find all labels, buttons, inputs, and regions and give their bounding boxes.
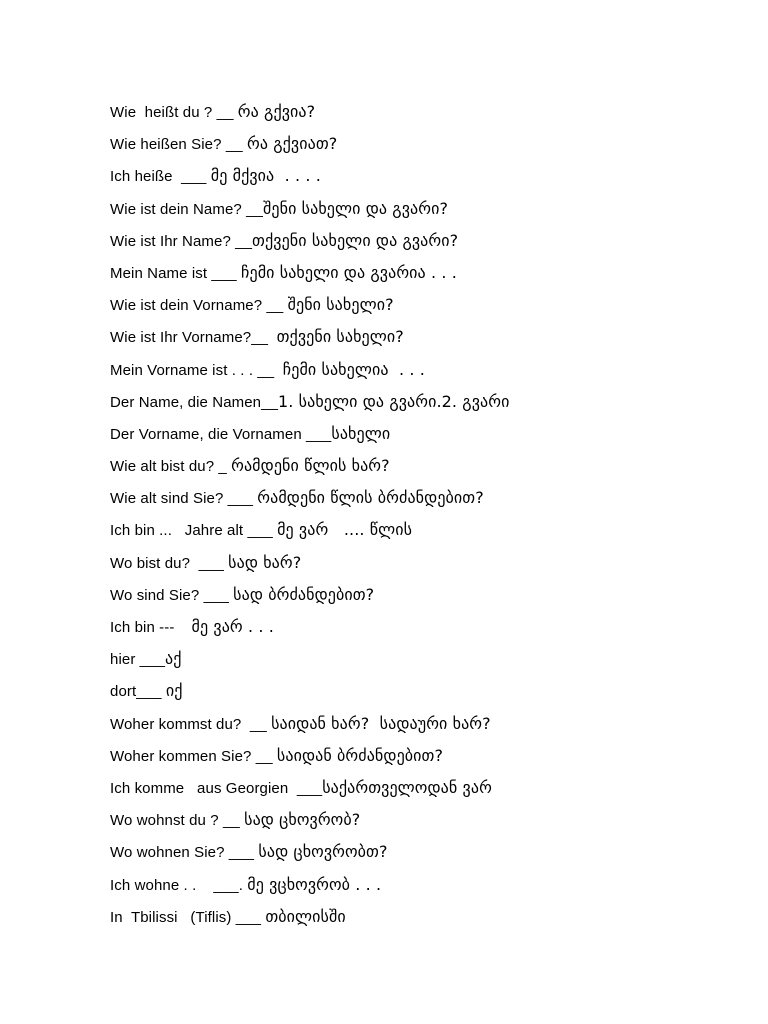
- text-line: [110, 454, 750, 486]
- vocabulary-list: [110, 100, 750, 937]
- georgian-translation: საქართველოდან ვარ: [322, 777, 492, 797]
- georgian-translation: შენი სახელი?: [287, 295, 394, 315]
- german-phrase: Wie heißt du ? __: [110, 104, 238, 121]
- text-line: [110, 261, 750, 293]
- text-line: [110, 647, 750, 679]
- georgian-translation: სად ხარ?: [228, 552, 302, 572]
- georgian-translation: სად ბრძანდებით?: [233, 584, 375, 604]
- georgian-translation: რამდენი წლის ბრძანდებით?: [257, 488, 484, 508]
- german-phrase: Woher kommen Sie? __: [110, 747, 277, 765]
- german-phrase: Ich heiße ___: [110, 168, 211, 186]
- german-phrase: Wo sind Sie? ___: [110, 586, 234, 604]
- text-line: [110, 808, 750, 840]
- georgian-translation: თქვენი სახელი?: [276, 327, 404, 347]
- german-phrase: Der Vorname, die Vornamen ___: [110, 425, 332, 443]
- german-phrase: Ich bin ... Jahre alt ___: [110, 522, 278, 540]
- text-line: [110, 551, 750, 583]
- georgian-translation: რა გქვიათ?: [246, 134, 338, 154]
- georgian-translation: 1. სახელი და გვარი.2. გვარი: [278, 391, 510, 411]
- text-line: [110, 229, 750, 261]
- text-line: [110, 164, 750, 196]
- georgian-translation: თბილისში: [265, 906, 346, 926]
- german-phrase: Wie ist Ihr Vorname?__: [110, 329, 277, 347]
- text-line: [110, 132, 750, 164]
- georgian-translation: იქ: [165, 681, 183, 701]
- georgian-translation: თქვენი სახელი და გვარი?: [252, 230, 459, 250]
- german-phrase: Mein Vorname ist . . . __: [110, 361, 283, 379]
- georgian-translation: მე ვარ . . .: [191, 617, 274, 636]
- georgian-translation: რა გქვია?: [237, 102, 316, 121]
- georgian-translation: სად ცხოვრობთ?: [258, 842, 388, 862]
- text-line: [110, 744, 750, 776]
- text-line: [110, 422, 750, 454]
- georgian-translation: მე ვარ .... წლის: [277, 520, 413, 540]
- german-phrase: dort___: [110, 683, 166, 701]
- text-line: [110, 776, 750, 808]
- text-line: [110, 358, 750, 390]
- georgian-translation: შენი სახელი და გვარი?: [263, 198, 449, 218]
- german-phrase: Wo wohnen Sie? ___: [110, 844, 259, 862]
- text-line: [110, 518, 750, 550]
- georgian-translation: მე ვცხოვრობ . . .: [247, 874, 382, 894]
- german-phrase: Ich komme aus Georgien ___: [110, 779, 323, 797]
- georgian-translation: საიდან ხარ? სადაური ხარ?: [271, 713, 491, 733]
- georgian-translation: აქ: [165, 649, 182, 669]
- text-line: [110, 615, 750, 647]
- georgian-translation: რამდენი წლის ხარ?: [231, 456, 390, 476]
- german-phrase: Wie alt bist du? _: [110, 458, 232, 476]
- georgian-translation: საიდან ბრძანდებით?: [276, 745, 444, 765]
- german-phrase: Woher kommst du? __: [110, 715, 272, 733]
- text-line: [110, 712, 750, 744]
- text-line: [110, 873, 750, 905]
- text-line: [110, 840, 750, 872]
- german-phrase: In Tbilissi (Tiflis) ___: [110, 908, 266, 926]
- german-phrase: Wie ist dein Name? __: [110, 200, 264, 218]
- text-line: [110, 390, 750, 422]
- text-line: [110, 679, 750, 711]
- text-line: [110, 293, 750, 325]
- german-phrase: Mein Name ist ___: [110, 264, 242, 282]
- german-phrase: Ich bin ---: [110, 619, 192, 636]
- text-line: [110, 486, 750, 518]
- german-phrase: Wo bist du? ___: [110, 554, 229, 572]
- german-phrase: Ich wohne . . ___.: [110, 876, 248, 894]
- georgian-translation: მე მქვია . . . .: [210, 166, 321, 186]
- german-phrase: Wie ist Ihr Name? __: [110, 232, 253, 250]
- german-phrase: Wie ist dein Vorname? __: [110, 297, 288, 315]
- german-phrase: Der Name, die Namen__: [110, 393, 279, 411]
- georgian-translation: ჩემი სახელია . . .: [282, 359, 425, 379]
- text-line: [110, 197, 750, 229]
- georgian-translation: სად ცხოვრობ?: [244, 810, 361, 830]
- german-phrase: Wo wohnst du ? __: [110, 812, 245, 830]
- text-line: [110, 905, 750, 937]
- text-line: [110, 583, 750, 615]
- german-phrase: Wie heißen Sie? __: [110, 136, 247, 154]
- georgian-translation: სახელი: [331, 423, 391, 443]
- german-phrase: Wie alt sind Sie? ___: [110, 490, 258, 508]
- german-phrase: hier ___: [110, 651, 166, 669]
- text-line: [110, 325, 750, 357]
- georgian-translation: ჩემი სახელი და გვარია . . .: [241, 262, 457, 282]
- text-line: [110, 100, 750, 132]
